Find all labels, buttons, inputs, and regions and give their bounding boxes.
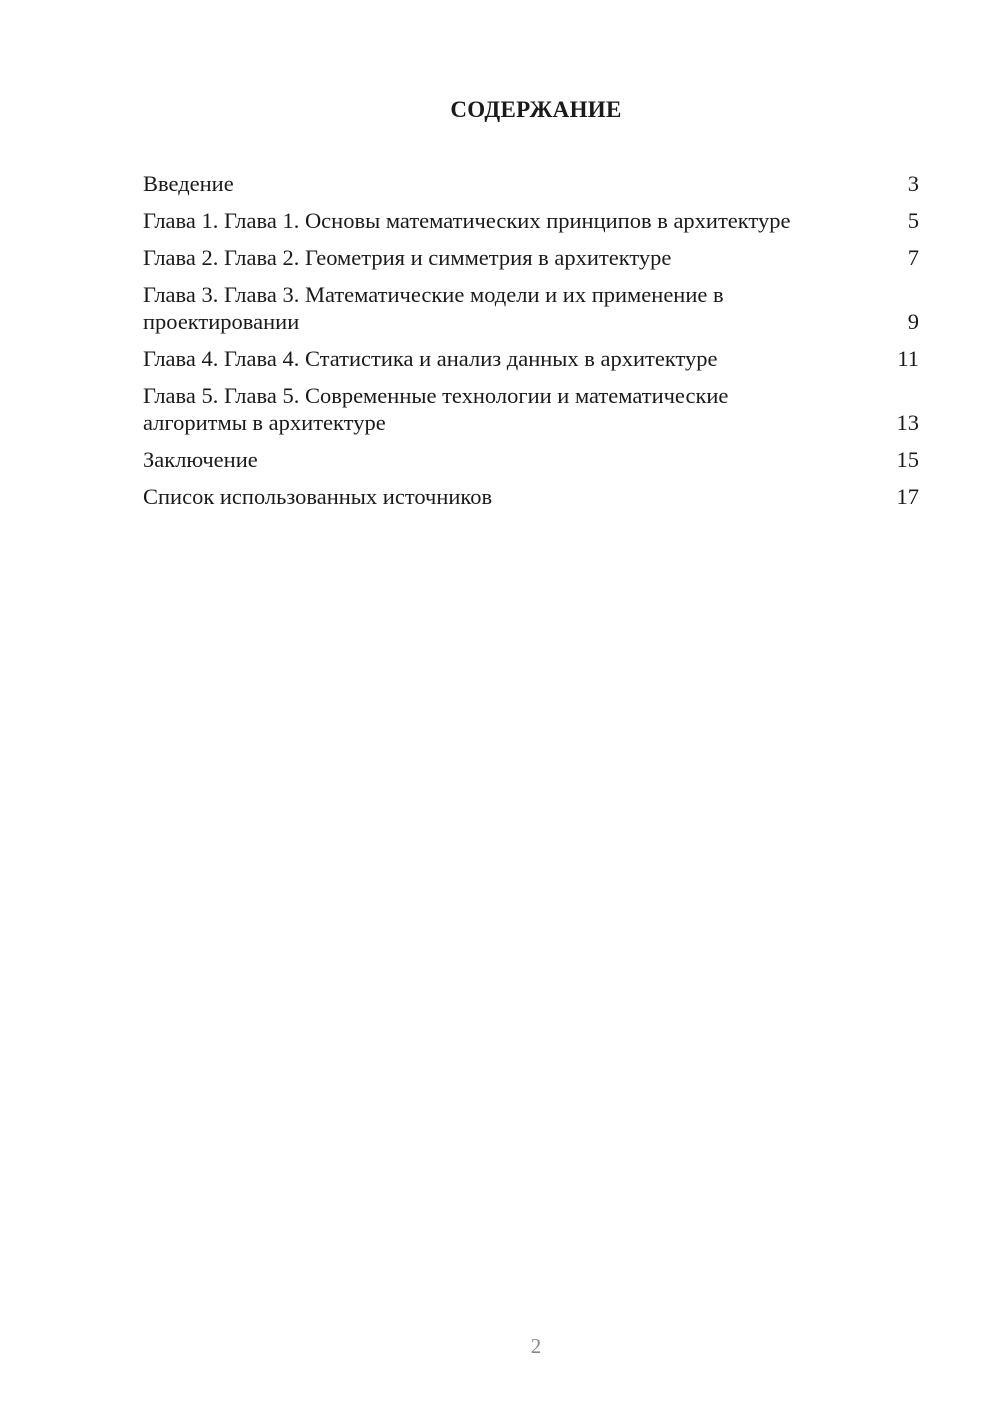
toc-entry-title: Глава 4. Глава 4. Статистика и анализ данных в архитектуре bbox=[143, 346, 718, 371]
page-number: 2 bbox=[530, 1334, 542, 1358]
toc-entry-page-number: 7 bbox=[907, 245, 919, 270]
table-of-contents bbox=[143, 170, 919, 520]
toc-entry-page-number: 5 bbox=[907, 208, 919, 233]
toc-entry-page-number: 13 bbox=[896, 410, 919, 435]
toc-entry-chapter-2[interactable] bbox=[143, 244, 919, 271]
toc-entry-page-number: 3 bbox=[907, 171, 919, 196]
toc-entry-title: Глава 5. Глава 5. Современные технологии и математические алгоритмы в архитектуре bbox=[143, 383, 729, 435]
toc-entry-title: Глава 1. Глава 1. Основы математических принципов в архитектуре bbox=[143, 208, 791, 233]
toc-entry-page-number: 15 bbox=[896, 447, 919, 472]
toc-entry-references[interactable] bbox=[143, 483, 919, 510]
toc-entry-page-number: 17 bbox=[896, 484, 919, 509]
toc-entry-title: Глава 3. Глава 3. Математические модели и их применение в проектировании bbox=[143, 282, 724, 334]
toc-entry-chapter-5[interactable] bbox=[143, 382, 919, 436]
toc-entry-page-number: 9 bbox=[907, 309, 919, 334]
toc-entry-chapter-1[interactable] bbox=[143, 207, 919, 234]
toc-entry-title: Заключение bbox=[143, 447, 258, 472]
toc-entry-chapter-3[interactable] bbox=[143, 281, 919, 335]
toc-entry-title: Список использованных источников bbox=[143, 484, 493, 509]
toc-entry-introduction[interactable] bbox=[143, 170, 919, 197]
toc-entry-title: Глава 2. Глава 2. Геометрия и симметрия в архитектуре bbox=[143, 245, 672, 270]
toc-entry-title: Введение bbox=[143, 171, 234, 196]
page-title: СОДЕРЖАНИЕ bbox=[450, 97, 622, 122]
toc-entry-page-number: 11 bbox=[897, 346, 919, 371]
toc-entry-conclusion[interactable] bbox=[143, 446, 919, 473]
toc-entry-chapter-4[interactable] bbox=[143, 345, 919, 372]
